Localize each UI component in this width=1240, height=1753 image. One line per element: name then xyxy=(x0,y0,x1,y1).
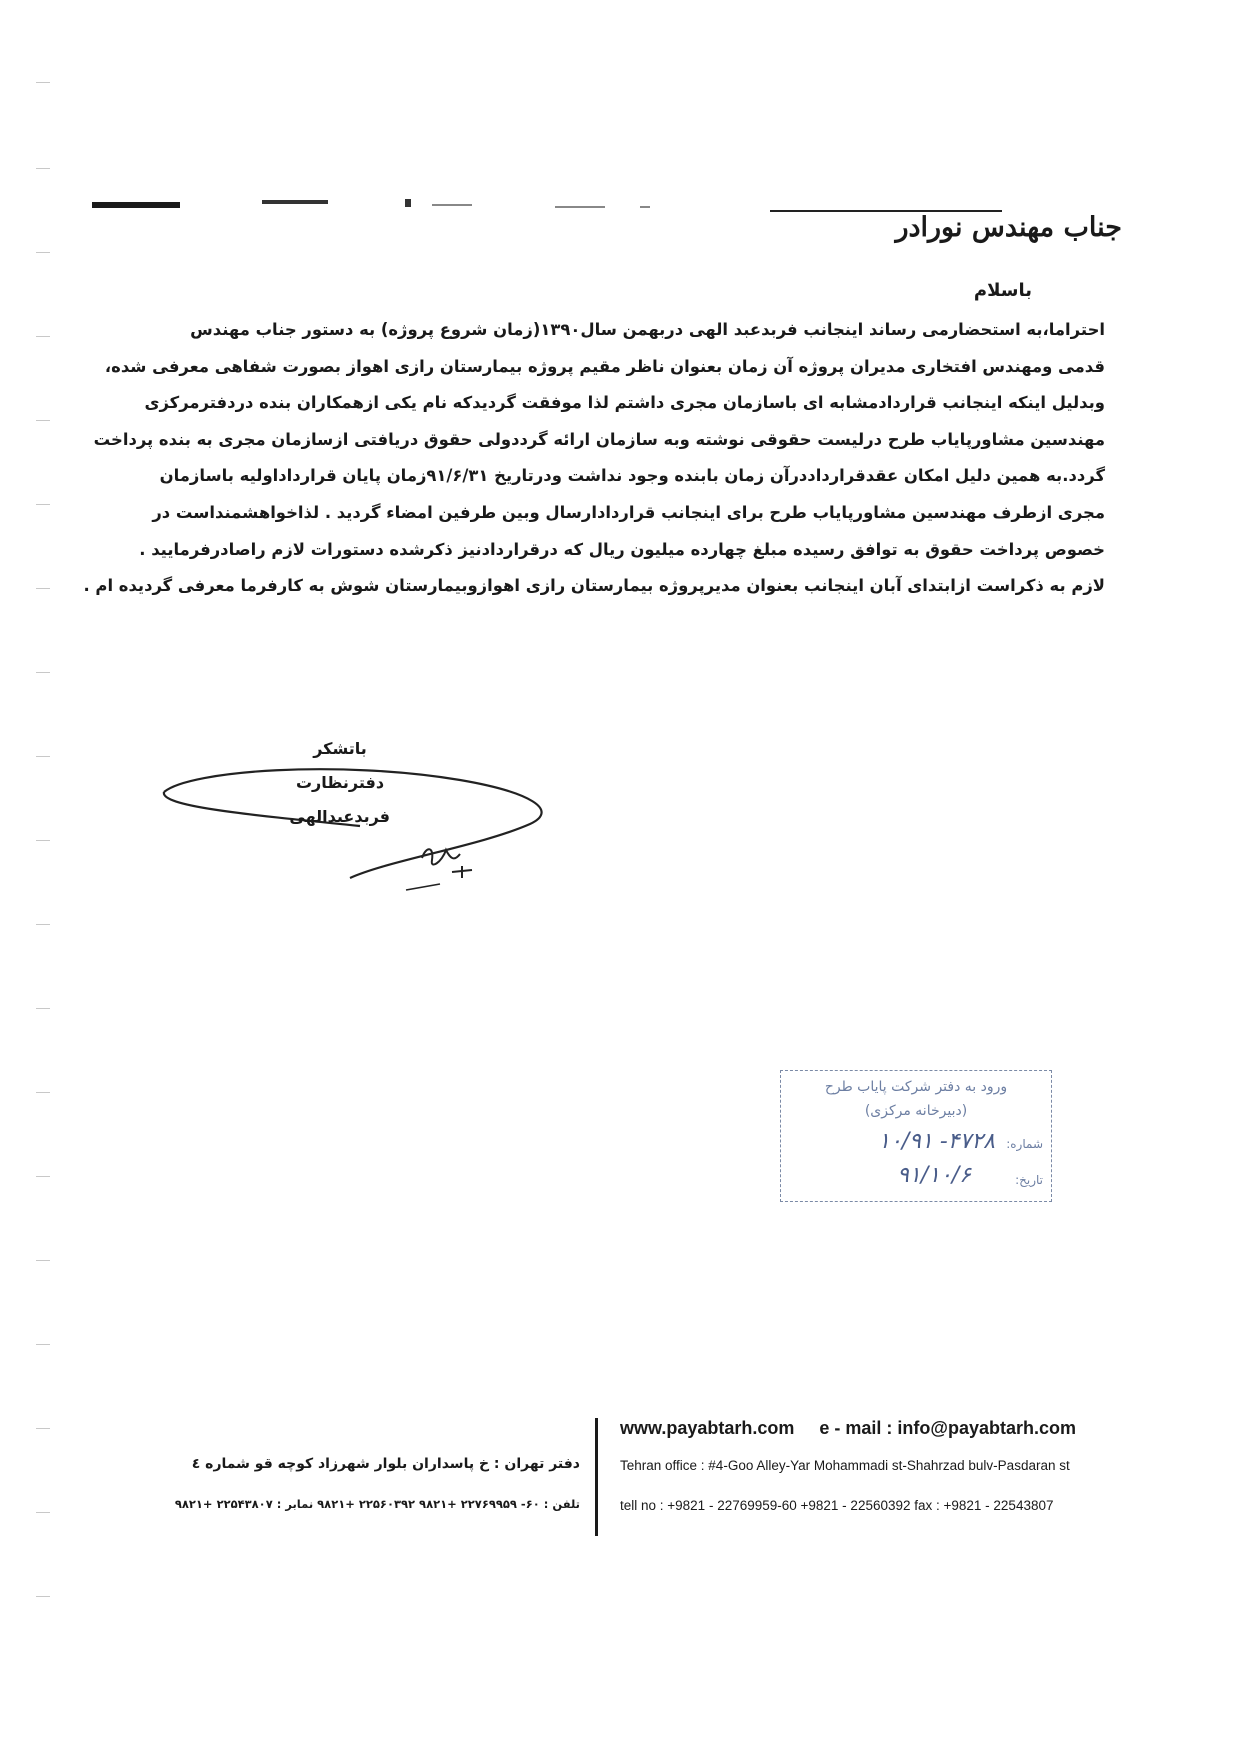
scan-mark xyxy=(36,504,50,505)
scan-mark xyxy=(36,840,50,841)
scan-mark xyxy=(36,336,50,337)
recipient-line: جناب مهندس نورادر xyxy=(895,212,1122,243)
sender-office: دفترنظارت xyxy=(295,773,385,792)
signature-block xyxy=(290,732,390,834)
body-line: احتراما،به استحضارمی رساند اینجانب فربدعبد الهی دربهمن سال۱۳۹۰(زمان شروع پروژه) به دستور جناب مهندس xyxy=(190,320,1105,339)
stamp-number-label: شماره: xyxy=(1006,1137,1043,1151)
letterhead-fragment xyxy=(432,204,472,206)
scan-mark xyxy=(36,168,50,169)
letter-body xyxy=(83,312,1105,605)
footer-website: www.payabtarh.com xyxy=(620,1418,795,1438)
stamp-date-label: تاریخ: xyxy=(1015,1173,1043,1187)
body-line: مهندسین مشاورپایاب طرح درلیست حقوقی نوشته وبه سازمان ارائه گرددولی حقوق دریافتی ازسازمان مجری به بنده پرداخت xyxy=(93,429,1105,449)
scan-mark xyxy=(36,82,50,83)
stamp-number-value: ۱۰/۹۱ -۴۷۲۸ xyxy=(878,1129,995,1154)
body-line: گردد.به همین دلیل امکان عقدقرارداددرآن زمان بابنده وجود نداشت ودرتاریخ ۹۱/۶/۳۱زمان پایان قرارداداولیه باسازمان xyxy=(159,466,1105,486)
stamp-subtitle: (دبیرخانه مرکزی) xyxy=(864,1103,968,1119)
scan-mark xyxy=(36,1428,50,1429)
closing: باتشکر xyxy=(313,739,367,758)
letterhead-fragment xyxy=(555,206,605,208)
footer-divider xyxy=(595,1418,598,1536)
body-line: مجری ازطرف مهندسین مشاورپایاب طرح برای اینجانب قراردادارسال وبین طرفین امضاء گردید . لذاخواهشمنداست در xyxy=(152,502,1105,522)
greeting: باسلام xyxy=(973,280,1032,301)
receipt-stamp xyxy=(780,1070,1052,1202)
letterhead-fragment xyxy=(640,206,650,208)
stamp-date-value: ۹۱/۱۰/۶ xyxy=(897,1163,971,1188)
scan-mark xyxy=(36,1008,50,1009)
stamp-title: ورود به دفتر شرکت پایاب طرح xyxy=(824,1079,1008,1095)
scan-mark xyxy=(36,1092,50,1093)
scan-mark xyxy=(36,1260,50,1261)
scan-mark xyxy=(36,1344,50,1345)
sender-name: فربدعبدالهی xyxy=(289,807,390,826)
scan-mark xyxy=(36,924,50,925)
footer-email: e - mail : info@payabtarh.com xyxy=(819,1418,1076,1438)
footer-address-fa: دفتر تهران : خ پاسداران بلوار شهرزاد کوچه قو شماره ٤ xyxy=(191,1456,580,1472)
letterhead-fragment xyxy=(262,200,328,204)
scan-mark xyxy=(36,588,50,589)
scan-mark xyxy=(36,756,50,757)
body-line: وبدلیل اینکه اینجانب قراردادمشابه ای باسازمان مجری داشتم لذا موفقت گردیدکه نام یکی ازهمکاران بنده دردفترمرکزی xyxy=(144,393,1105,413)
scan-mark xyxy=(36,672,50,673)
footer-phone-en: tell no : +9821 - 22769959-60 +9821 - 22560392 fax : +9821 - 22543807 xyxy=(620,1498,1054,1513)
scan-mark xyxy=(36,1176,50,1177)
scan-mark xyxy=(36,1596,50,1597)
scan-mark xyxy=(36,252,50,253)
body-line: لازم به ذکراست ازابتدای آبان اینجانب بعنوان مدیرپروژه بیمارستان رازی اهوازوبیمارستان شوش به کارفرما معرفی گردیده ام . xyxy=(83,576,1105,596)
footer-address-en: Tehran office : #4-Goo Alley-Yar Mohammadi st-Shahrzad bulv-Pasdaran st xyxy=(620,1458,1070,1473)
scan-mark xyxy=(36,1512,50,1513)
letterhead-fragment xyxy=(405,199,411,207)
footer-web-contact xyxy=(620,1418,1096,1439)
body-line: خصوص پرداخت حقوق به توافق رسیده مبلغ چهارده میلیون ریال که درقراردادنیز ذکرشده دستورات لازم راصادرفرمایید . xyxy=(139,539,1105,559)
body-line: قدمی ومهندس افتخاری مدیران پروژه آن زمان بعنوان ناظر مقیم پروژه بیمارستان رازی اهواز بصورت شفاهی معرفی شده، xyxy=(104,356,1105,376)
footer-phone-fa: تلفن : ۶۰- ۲۲۷۶۹۹۵۹ +۹۸۲۱ ۲۲۵۶۰۳۹۲ +۹۸۲۱ نمابر : ۲۲۵۴۳۸۰۷ +۹۸۲۱ xyxy=(174,1497,580,1511)
scan-mark xyxy=(36,420,50,421)
letterhead-bar xyxy=(92,202,180,208)
